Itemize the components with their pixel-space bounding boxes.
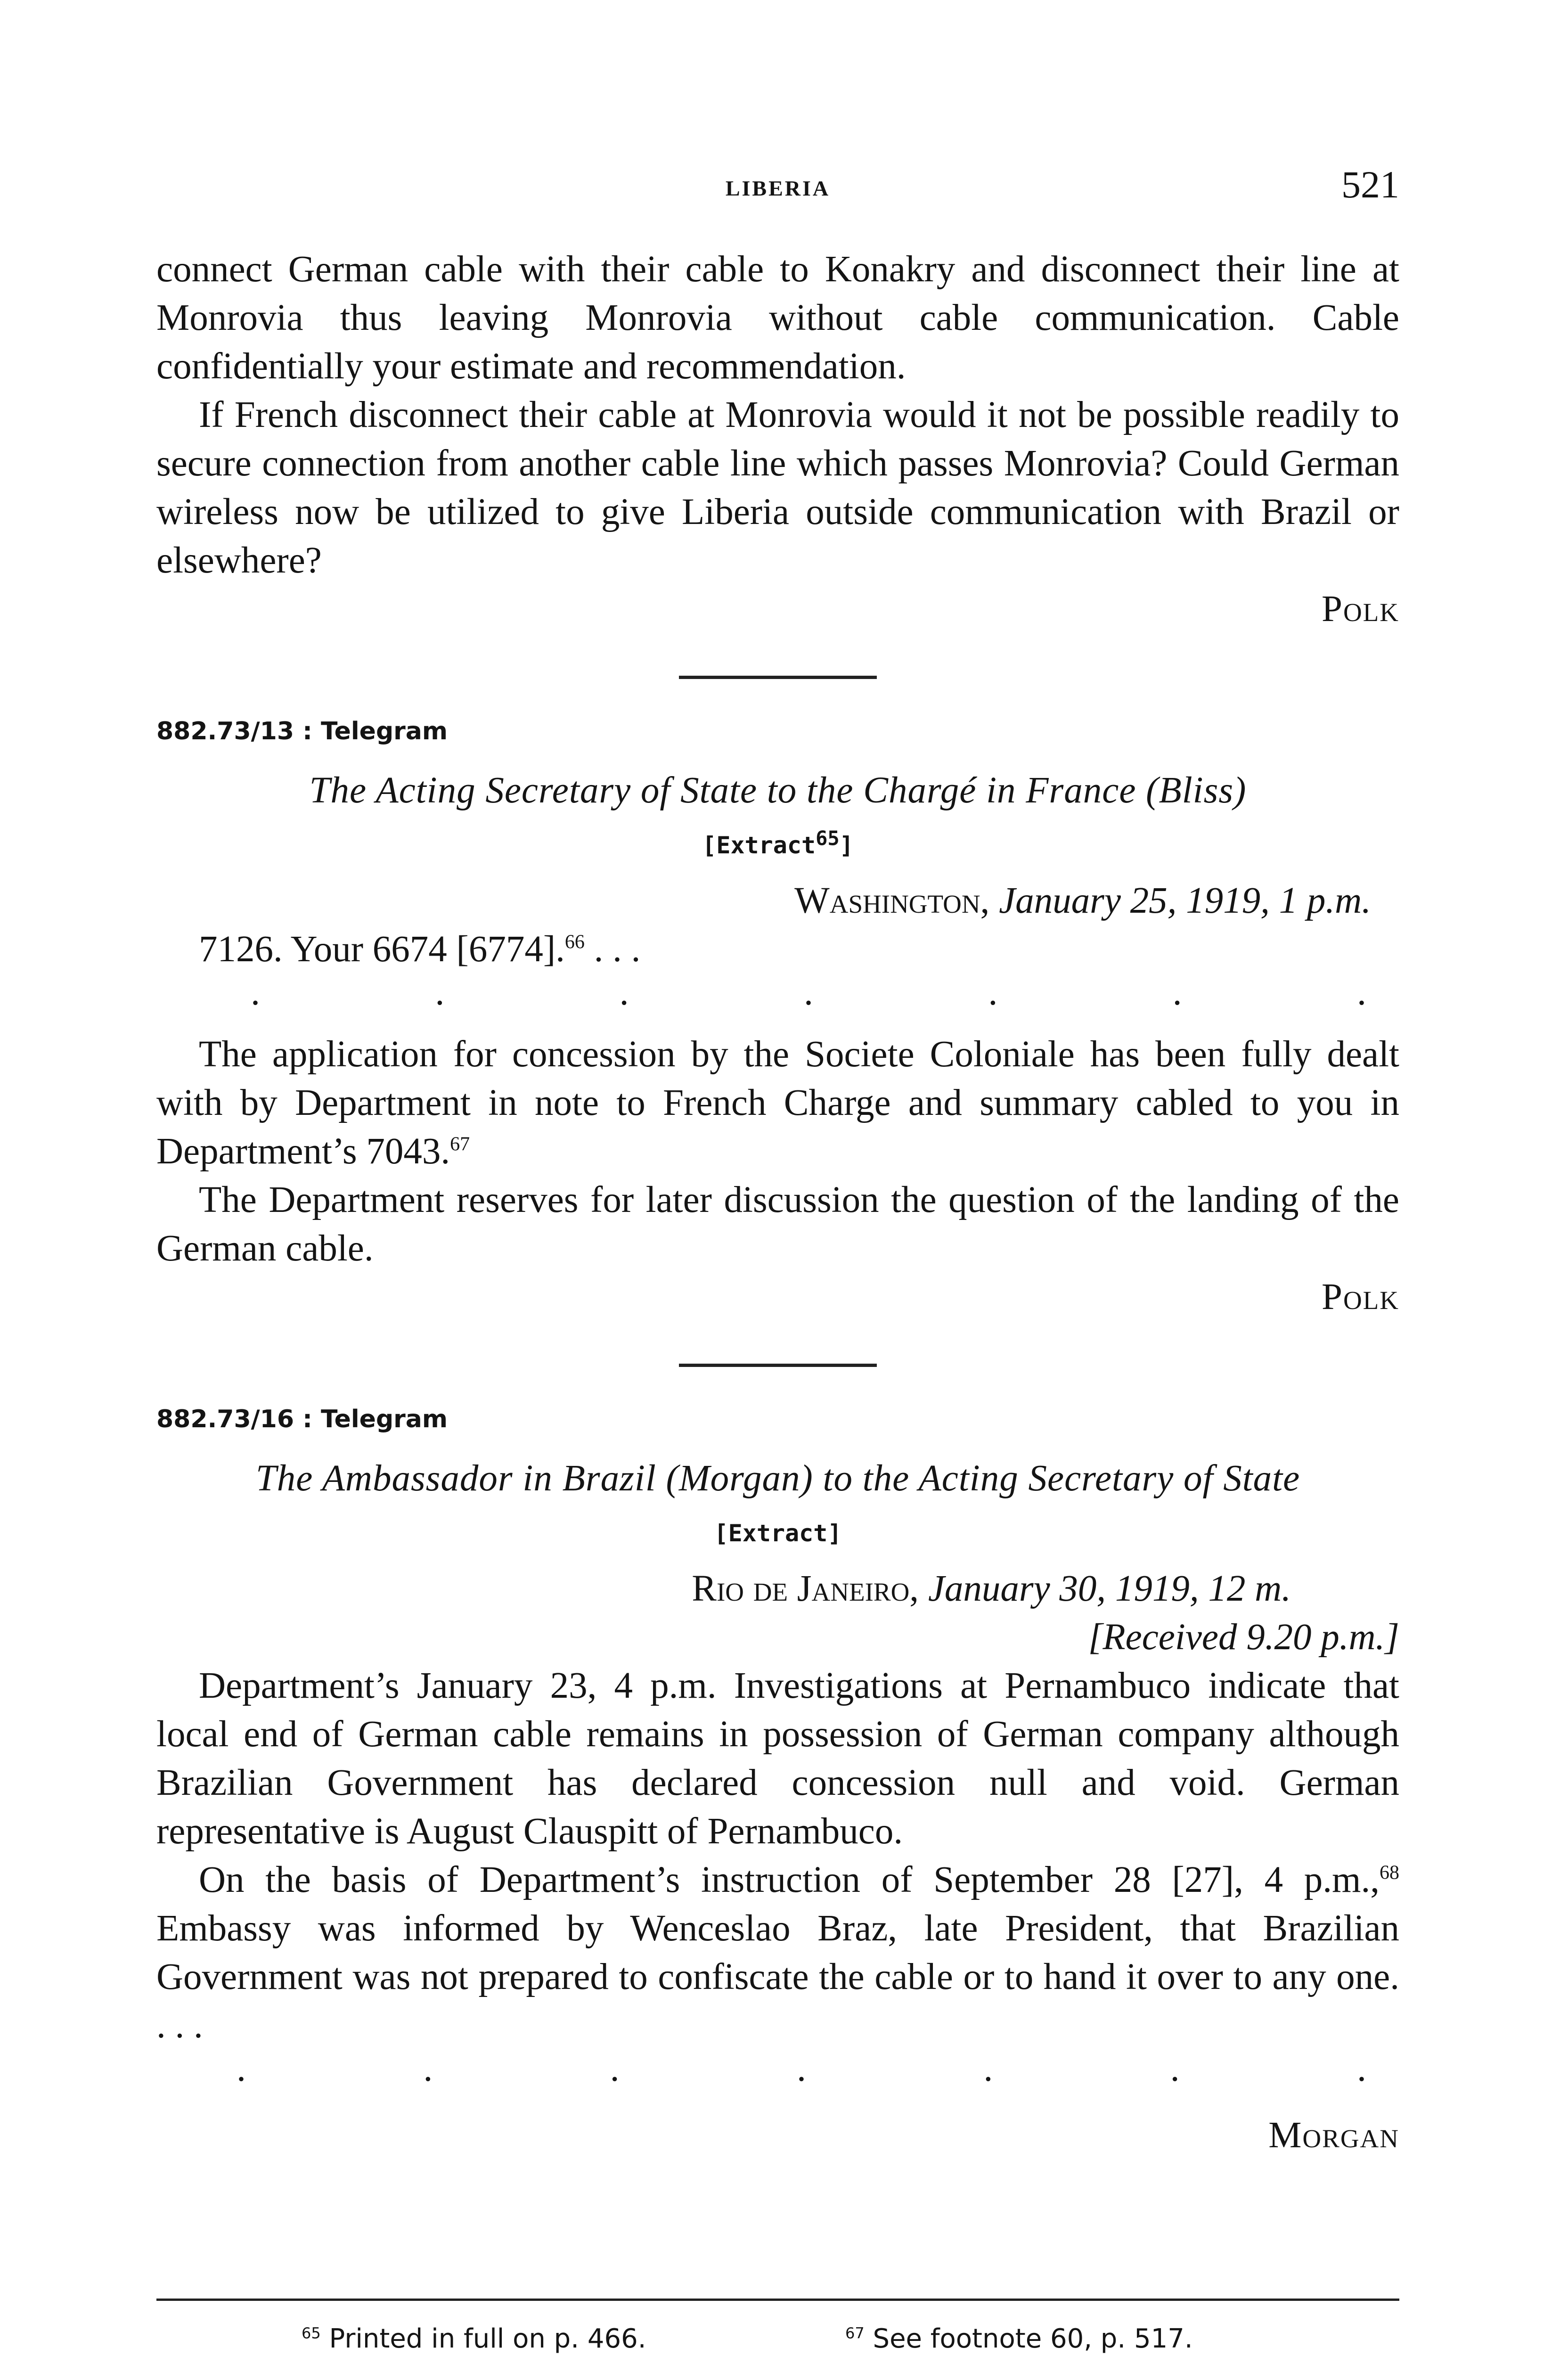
paragraph bbox=[156, 1856, 1399, 2050]
separator-rule bbox=[679, 676, 877, 679]
paragraph: Department’s January 23, 4 p.m. Investigations at Pernambuco indicate that local end of German cable remains in possession of German company although Brazilian Government has declared concession null and void. German representative is August Clauspitt of Pernambuco. bbox=[156, 1665, 1399, 1852]
footnote-text: Printed in full on p. 466. bbox=[329, 2323, 646, 2354]
omission-dots: . . . . . . . bbox=[251, 972, 1366, 1013]
document-title: The Acting Secretary of State to the Chargé in France (Bliss) bbox=[309, 770, 1247, 811]
continued-paragraph: connect German cable with their cable to Konakry and disconnect their line at Monrovia thus leaving Monrovia without cable communication. Cable confidentially your estimate and recommendation. bbox=[156, 249, 1399, 387]
footnote-column-right bbox=[789, 2323, 1332, 2356]
signature: Polk bbox=[1322, 589, 1399, 630]
separator-rule bbox=[679, 1364, 877, 1367]
signature: Polk bbox=[1322, 1276, 1399, 1317]
page-number: 521 bbox=[1341, 163, 1399, 206]
paragraph bbox=[156, 1030, 1399, 1176]
signature: Morgan bbox=[1268, 2115, 1399, 2156]
dateline-place: Rio de Janeiro, bbox=[692, 1568, 919, 1609]
paragraph-text: On the basis of Department’s instruction of September 28 [27], 4 p.m., bbox=[199, 1859, 1380, 1900]
extract-label bbox=[156, 821, 1399, 870]
paragraph: The Department reserves for later discussion the question of the landing of the German cable. bbox=[156, 1179, 1399, 1269]
paragraph-text: The application for concession by the Societe Coloniale has been fully dealt with by Department in note to French Charge and summary cabled to you in Department’s 7043. bbox=[156, 1034, 1399, 1172]
opening-text: 7126. Your 6674 [6774]. bbox=[199, 929, 565, 970]
footnote-rule bbox=[156, 2299, 1399, 2301]
footnote-column-left bbox=[302, 2323, 789, 2356]
dateline-date: January 25, 1919, 1 p.m. bbox=[999, 880, 1371, 921]
file-reference: 882.73/16 : Telegram bbox=[156, 1405, 448, 1433]
file-reference: 882.73/13 : Telegram bbox=[156, 717, 448, 745]
dateline-date: January 30, 1919, 12 m. bbox=[928, 1568, 1291, 1609]
extract-text: [Extract bbox=[702, 832, 816, 859]
footnote-ref: 65 bbox=[816, 826, 840, 850]
dateline bbox=[156, 876, 1399, 925]
footnote-67 bbox=[845, 2323, 1332, 2355]
footnote-text: See footnote 60, p. 517. bbox=[873, 2323, 1193, 2354]
extract-close: ] bbox=[839, 832, 854, 859]
footnote-ref: 66 bbox=[564, 931, 585, 953]
footnote-ref: 67 bbox=[450, 1133, 470, 1155]
paragraph: If French disconnect their cable at Monrovia would it not be possible readily to secure connection from another cable line which passes Monrovia? Could German wireless now be utilized to give Liberia outside communication with Brazil or elsewhere? bbox=[156, 394, 1399, 581]
omission-dots: . . . . . . . bbox=[237, 2048, 1366, 2089]
opening-line bbox=[156, 925, 1399, 973]
dateline-place: Washington, bbox=[794, 880, 990, 921]
extract-label: [Extract] bbox=[714, 1520, 842, 1547]
footnote-ref: 68 bbox=[1380, 1862, 1399, 1884]
dateline bbox=[156, 1564, 1399, 1613]
footnotes bbox=[302, 2323, 1332, 2356]
ellipsis: . . . bbox=[584, 929, 641, 970]
page-body bbox=[156, 245, 1399, 2160]
paragraph-text: Embassy was informed by Wenceslao Braz, late President, that Brazilian Government was not prepared to confiscate the cable or to hand it over to any one. . . . bbox=[156, 1908, 1399, 2046]
footnote-number: 67 bbox=[845, 2324, 865, 2342]
footnote-65 bbox=[302, 2323, 789, 2355]
received-line: [Received 9.20 p.m.] bbox=[1088, 1617, 1399, 1658]
document-title: The Ambassador in Brazil (Morgan) to the Acting Secretary of State bbox=[255, 1458, 1300, 1499]
footnote-number: 65 bbox=[302, 2324, 321, 2342]
running-head: LIBERIA bbox=[725, 176, 831, 200]
page-header bbox=[156, 163, 1399, 219]
